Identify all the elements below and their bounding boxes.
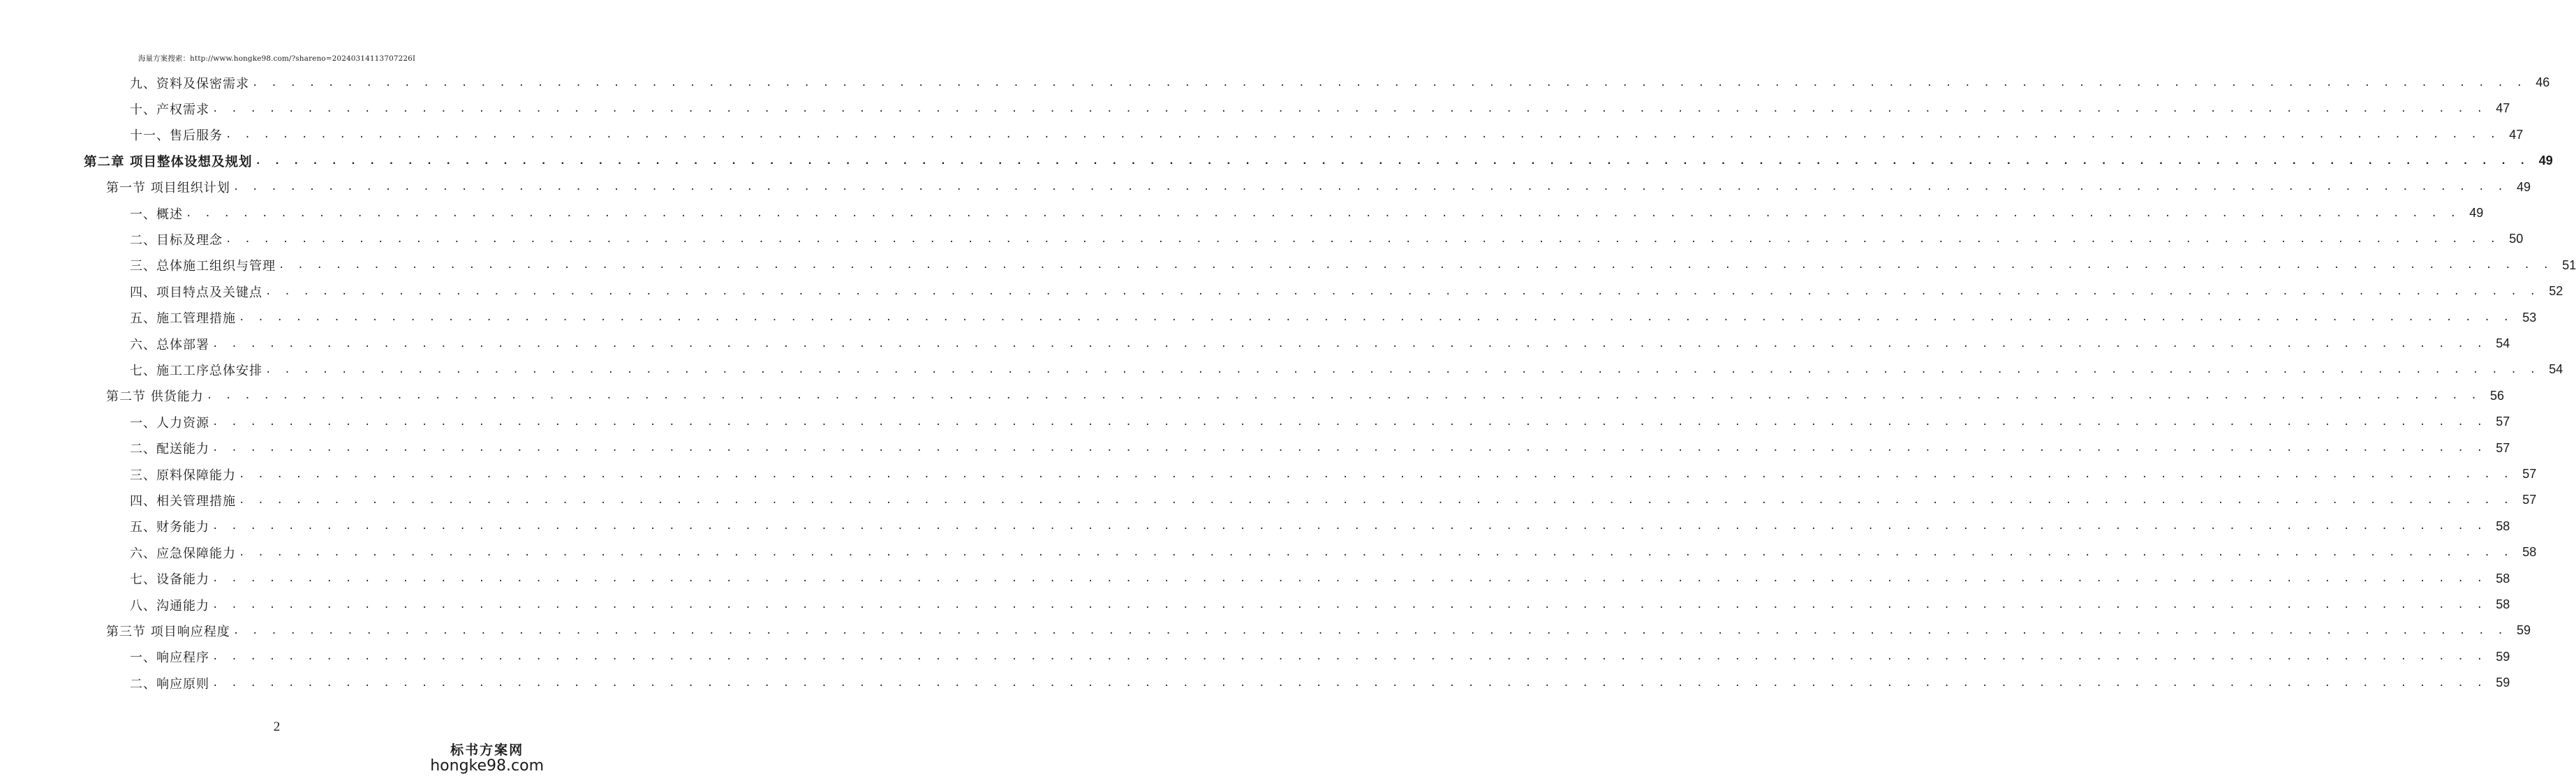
toc-subsection-entry[interactable]: [130, 331, 2510, 357]
toc-subsection-entry[interactable]: [130, 253, 2576, 278]
toc-entry-page: 53: [2522, 310, 2537, 325]
site-watermark: [430, 740, 544, 775]
toc-dot-leader: . . . . . . . . . . . . . . . . . . . . . . . . . . . . . . . . . . . . . . . . . . . . . . . . . . . . . . . . . . . . . . . . . . . . . . . . . . . . . . . . . . . . . . . . . . . . . . . . . . . . . . . . . . . . . . . . . . . . . . . .: [232, 625, 2507, 636]
toc-dot-leader: . . . . . . . . . . . . . . . . . . . . . . . . . . . . . . . . . . . . . . . . . . . . . . . . . . . . . . . . . . . . . . . . . . . . . . . . . . . . . . . . . . . . . . . . . . . . . . . . . . . . . . . . . . . . . . . . . . . . . . . .: [255, 155, 2529, 167]
toc-subsection-entry[interactable]: [130, 70, 2550, 96]
toc-entry-title: 十一、售后服务: [130, 128, 223, 144]
toc-dot-leader: . . . . . . . . . . . . . . . . . . . . . . . . . . . . . . . . . . . . . . . . . . . . . . . . . . . . . . . . . . . . . . . . . . . . . . . . . . . . . . . . . . . . . . . . . . . . . . . . . . . . . . . . . . . . . . . . . . . . . . . .: [212, 338, 2487, 350]
toc-entry-page: 51: [2562, 258, 2576, 272]
toc-entry-title: 五、财务能力: [130, 520, 209, 535]
toc-entry-title: 第一节 项目组织计划: [106, 181, 230, 196]
watermark-domain: hongke98.com: [430, 757, 544, 775]
toc-entry-title: 第三节 项目响应程度: [106, 624, 230, 639]
toc-entry-page: 58: [2496, 519, 2510, 533]
toc-entry-title: 四、项目特点及关键点: [130, 285, 262, 300]
toc-entry-page: 59: [2496, 676, 2510, 690]
toc-dot-leader: . . . . . . . . . . . . . . . . . . . . . . . . . . . . . . . . . . . . . . . . . . . . . . . . . . . . . . . . . . . . . . . . . . . . . . . . . . . . . . . . . . . . . . . . . . . . . . . . . . . . . . . . . . . . . . . . . . . . . . . .: [212, 573, 2487, 585]
toc-subsection-entry[interactable]: [130, 305, 2537, 331]
toc-dot-leader: . . . . . . . . . . . . . . . . . . . . . . . . . . . . . . . . . . . . . . . . . . . . . . . . . . . . . . . . . . . . . . . . . . . . . . . . . . . . . . . . . . . . . . . . . . . . . . . . . . . . . . . . . . . . . . . . . . . . . . . .: [212, 521, 2487, 532]
toc-entry-page: 49: [2516, 179, 2531, 194]
toc-subsection-entry[interactable]: [130, 435, 2510, 461]
toc-entry-page: 58: [2496, 597, 2510, 611]
toc-subsection-entry[interactable]: [130, 122, 2524, 148]
toc-entry-page: 57: [2496, 440, 2510, 455]
toc-entry-title: 八、沟通能力: [130, 598, 209, 613]
toc-subsection-entry[interactable]: [130, 461, 2537, 487]
toc-entry-title: 五、施工管理措施: [130, 311, 236, 327]
toc-dot-leader: . . . . . . . . . . . . . . . . . . . . . . . . . . . . . . . . . . . . . . . . . . . . . . . . . . . . . . . . . . . . . . . . . . . . . . . . . . . . . . . . . . . . . . . . . . . . . . . . . . . . . . . . . . . . . . . . . . . . . . . .: [212, 416, 2487, 428]
toc-entry-title: 二、配送能力: [130, 442, 209, 457]
toc-entry-title: 七、设备能力: [130, 572, 209, 588]
toc-subsection-entry[interactable]: [130, 200, 2484, 226]
toc-dot-leader: . . . . . . . . . . . . . . . . . . . . . . . . . . . . . . . . . . . . . . . . . . . . . . . . . . . . . . . . . . . . . . . . . . . . . . . . . . . . . . . . . . . . . . . . . . . . . . . . . . . . . . . . . . . . . . . . . . . . . . . .: [212, 677, 2487, 689]
toc-entry-page: 50: [2509, 232, 2524, 246]
toc-dot-leader: . . . . . . . . . . . . . . . . . . . . . . . . . . . . . . . . . . . . . . . . . . . . . . . . . . . . . . . . . . . . . . . . . . . . . . . . . . . . . . . . . . . . . . . . . . . . . . . . . . . . . . . . . . . . . . . . . . . . . . . .: [186, 207, 2460, 219]
toc-dot-leader: . . . . . . . . . . . . . . . . . . . . . . . . . . . . . . . . . . . . . . . . . . . . . . . . . . . . . . . . . . . . . . . . . . . . . . . . . . . . . . . . . . . . . . . . . . . . . . . . . . . . . . . . . . . . . . . . . . . . . . . .: [239, 494, 2513, 506]
toc-section-entry[interactable]: [106, 383, 2504, 409]
toc-section-entry[interactable]: [106, 618, 2531, 643]
toc-entry-title: 六、应急保障能力: [130, 546, 236, 561]
toc-subsection-entry[interactable]: [130, 592, 2510, 618]
toc-subsection-entry[interactable]: [130, 96, 2510, 121]
toc-dot-leader: . . . . . . . . . . . . . . . . . . . . . . . . . . . . . . . . . . . . . . . . . . . . . . . . . . . . . . . . . . . . . . . . . . . . . . . . . . . . . . . . . . . . . . . . . . . . . . . . . . . . . . . . . . . . . . . . . . . . . . . .: [225, 233, 2500, 245]
toc-entry-page: 54: [2496, 336, 2510, 350]
toc-entry-page: 57: [2522, 493, 2537, 507]
toc-dot-leader: . . . . . . . . . . . . . . . . . . . . . . . . . . . . . . . . . . . . . . . . . . . . . . . . . . . . . . . . . . . . . . . . . . . . . . . . . . . . . . . . . . . . . . . . . . . . . . . . . . . . . . . . . . . . . . . . . . . . . . . .: [212, 599, 2487, 611]
toc-dot-leader: . . . . . . . . . . . . . . . . . . . . . . . . . . . . . . . . . . . . . . . . . . . . . . . . . . . . . . . . . . . . . . . . . . . . . . . . . . . . . . . . . . . . . . . . . . . . . . . . . . . . . . . . . . . . . . . . . . . . . . . .: [239, 312, 2513, 324]
toc-entry-page: 49: [2469, 206, 2484, 220]
toc-dot-leader: . . . . . . . . . . . . . . . . . . . . . . . . . . . . . . . . . . . . . . . . . . . . . . . . . . . . . . . . . . . . . . . . . . . . . . . . . . . . . . . . . . . . . . . . . . . . . . . . . . . . . . . . . . . . . . . . . . . . . . . .: [212, 442, 2487, 454]
toc-entry-title: 七、施工工序总体安排: [130, 363, 262, 378]
toc-dot-leader: . . . . . . . . . . . . . . . . . . . . . . . . . . . . . . . . . . . . . . . . . . . . . . . . . . . . . . . . . . . . . . . . . . . . . . . . . . . . . . . . . . . . . . . . . . . . . . . . . . . . . . . . . . . . . . . . . . . . . . . .: [212, 651, 2487, 663]
toc-subsection-entry[interactable]: [130, 514, 2510, 539]
toc-subsection-entry[interactable]: [130, 487, 2537, 513]
toc-entry-title: 三、总体施工组织与管理: [130, 259, 276, 274]
toc-subsection-entry[interactable]: [130, 539, 2537, 565]
toc-entry-title: 六、总体部署: [130, 337, 209, 352]
toc-dot-leader: . . . . . . . . . . . . . . . . . . . . . . . . . . . . . . . . . . . . . . . . . . . . . . . . . . . . . . . . . . . . . . . . . . . . . . . . . . . . . . . . . . . . . . . . . . . . . . . . . . . . . . . . . . . . . . . . . . . . . . . .: [239, 468, 2513, 480]
toc-entry-title: 九、资料及保密需求: [130, 76, 249, 91]
toc-entry-page: 57: [2496, 415, 2510, 429]
toc-entry-page: 56: [2489, 388, 2504, 403]
toc-entry-page: 54: [2549, 362, 2563, 377]
toc-entry-title: 第二章 项目整体设想及规划: [84, 154, 253, 170]
toc-entry-page: 59: [2496, 649, 2510, 664]
toc-subsection-entry[interactable]: [130, 409, 2510, 435]
toc-entry-title: 二、目标及理念: [130, 232, 223, 248]
toc-dot-leader: . . . . . . . . . . . . . . . . . . . . . . . . . . . . . . . . . . . . . . . . . . . . . . . . . . . . . . . . . . . . . . . . . . . . . . . . . . . . . . . . . . . . . . . . . . . . . . . . . . . . . . . . . . . . . . . . . . . . . . . .: [239, 546, 2513, 558]
toc-entry-page: 59: [2516, 623, 2531, 638]
toc-entry-page: 58: [2496, 571, 2510, 586]
toc-subsection-entry[interactable]: [130, 278, 2563, 304]
toc-entry-title: 一、响应程序: [130, 650, 209, 666]
toc-entry-title: 一、概述: [130, 207, 183, 222]
toc-entry-title: 二、响应原则: [130, 676, 209, 692]
toc-entry-page: 47: [2496, 101, 2510, 116]
page-number: 2: [273, 719, 281, 734]
toc-chapter-entry[interactable]: [84, 148, 2553, 174]
toc-subsection-entry[interactable]: [130, 670, 2510, 696]
toc-dot-leader: . . . . . . . . . . . . . . . . . . . . . . . . . . . . . . . . . . . . . . . . . . . . . . . . . . . . . . . . . . . . . . . . . . . . . . . . . . . . . . . . . . . . . . . . . . . . . . . . . . . . . . . . . . . . . . . . . . . . . . . .: [252, 77, 2526, 89]
toc-subsection-entry[interactable]: [130, 357, 2563, 382]
toc-dot-leader: . . . . . . . . . . . . . . . . . . . . . . . . . . . . . . . . . . . . . . . . . . . . . . . . . . . . . . . . . . . . . . . . . . . . . . . . . . . . . . . . . . . . . . . . . . . . . . . . . . . . . . . . . . . . . . . . . . . . . . . .: [265, 364, 2540, 375]
toc-subsection-entry[interactable]: [130, 226, 2524, 252]
toc-entry-title: 四、相关管理措施: [130, 493, 236, 509]
toc-dot-leader: . . . . . . . . . . . . . . . . . . . . . . . . . . . . . . . . . . . . . . . . . . . . . . . . . . . . . . . . . . . . . . . . . . . . . . . . . . . . . . . . . . . . . . . . . . . . . . . . . . . . . . . . . . . . . . . . . . . . . . . .: [265, 285, 2540, 297]
toc-subsection-entry[interactable]: [130, 644, 2510, 670]
toc-dot-leader: . . . . . . . . . . . . . . . . . . . . . . . . . . . . . . . . . . . . . . . . . . . . . . . . . . . . . . . . . . . . . . . . . . . . . . . . . . . . . . . . . . . . . . . . . . . . . . . . . . . . . . . . . . . . . . . . . . . . . . . .: [206, 390, 2480, 402]
toc-dot-leader: . . . . . . . . . . . . . . . . . . . . . . . . . . . . . . . . . . . . . . . . . . . . . . . . . . . . . . . . . . . . . . . . . . . . . . . . . . . . . . . . . . . . . . . . . . . . . . . . . . . . . . . . . . . . . . . . . . . . . . . .: [279, 260, 2553, 271]
toc-entry-title: 第二节 供货能力: [106, 389, 204, 405]
toc-dot-leader: . . . . . . . . . . . . . . . . . . . . . . . . . . . . . . . . . . . . . . . . . . . . . . . . . . . . . . . . . . . . . . . . . . . . . . . . . . . . . . . . . . . . . . . . . . . . . . . . . . . . . . . . . . . . . . . . . . . . . . . .: [232, 181, 2507, 193]
toc-entry-page: 49: [2538, 154, 2553, 168]
toc-entry-page: 58: [2522, 545, 2537, 560]
toc-section-entry[interactable]: [106, 174, 2531, 200]
toc-entry-page: 52: [2549, 284, 2563, 299]
toc-dot-leader: . . . . . . . . . . . . . . . . . . . . . . . . . . . . . . . . . . . . . . . . . . . . . . . . . . . . . . . . . . . . . . . . . . . . . . . . . . . . . . . . . . . . . . . . . . . . . . . . . . . . . . . . . . . . . . . . . . . . . . . .: [225, 129, 2500, 141]
watermark-title: 标书方案网: [450, 743, 524, 758]
toc-entry-page: 46: [2536, 75, 2550, 89]
toc-dot-leader: . . . . . . . . . . . . . . . . . . . . . . . . . . . . . . . . . . . . . . . . . . . . . . . . . . . . . . . . . . . . . . . . . . . . . . . . . . . . . . . . . . . . . . . . . . . . . . . . . . . . . . . . . . . . . . . . . . . . . . . .: [212, 103, 2487, 114]
toc-entry-title: 三、原料保障能力: [130, 468, 236, 483]
toc-entry-page: 47: [2509, 127, 2524, 142]
toc-entry-page: 57: [2522, 467, 2537, 481]
toc-entry-title: 一、人力资源: [130, 415, 209, 431]
toc-subsection-entry[interactable]: [130, 566, 2510, 592]
header-search-note: 海量方案搜索：http://www.hongke98.com/?shareno=20240314113707226I: [138, 54, 416, 63]
toc-entry-title: 十、产权需求: [130, 102, 209, 117]
